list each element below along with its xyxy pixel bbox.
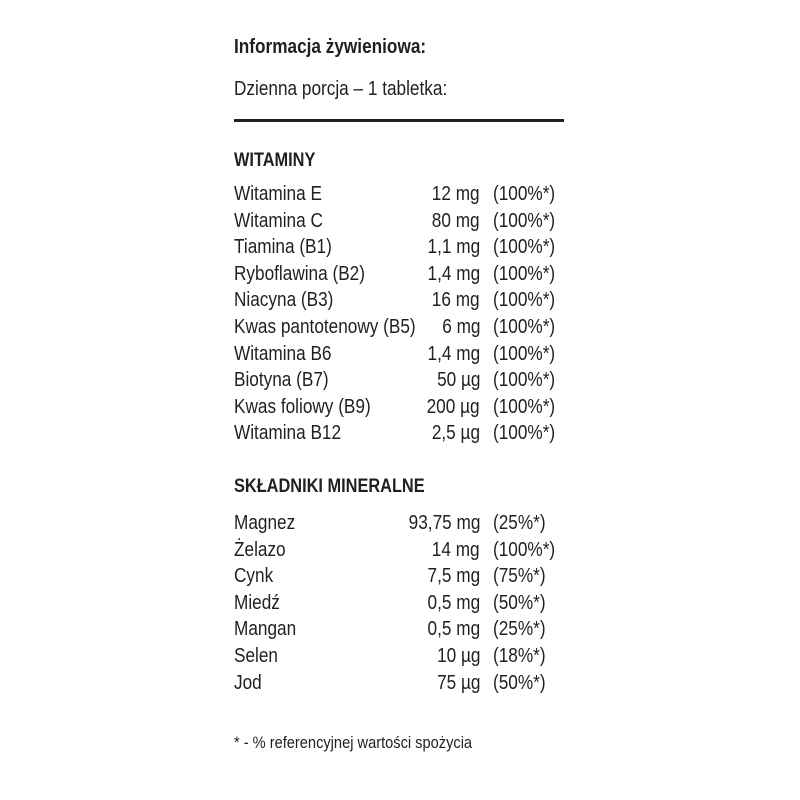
vitamin-row: [234, 314, 574, 341]
nutrient-name: Magnez: [234, 512, 296, 534]
nutrient-rws: (100%*): [493, 422, 556, 445]
nutrient-name: Niacyna (B3): [234, 289, 334, 312]
nutrient-amount: 75 µg: [436, 671, 480, 694]
vitamins-list: [234, 181, 574, 447]
nutrient-rws: (100%*): [493, 183, 556, 205]
nutrient-amount: 14 mg: [432, 538, 480, 561]
mineral-row: [234, 643, 574, 670]
nutrient-rws: (25%*): [493, 512, 546, 534]
nutrient-rws: (100%*): [493, 289, 556, 312]
nutrient-amount: 1,4 mg: [427, 342, 480, 365]
vitamin-row: [234, 341, 574, 368]
vitamin-row: [234, 367, 574, 394]
vitamin-row: [234, 234, 574, 261]
divider: [234, 119, 564, 122]
mineral-row: [234, 563, 574, 590]
nutrient-amount: 12 mg: [432, 183, 480, 205]
nutrient-name: Cynk: [234, 565, 274, 588]
vitamin-row: [234, 287, 574, 314]
minerals-list: [234, 510, 574, 696]
nutrient-amount: 93,75 mg: [408, 512, 480, 534]
nutrient-rws: (100%*): [493, 538, 556, 561]
nutrient-amount: 50 µg: [436, 369, 480, 392]
nutrient-rws: (100%*): [493, 262, 556, 285]
vitamin-row: [234, 420, 574, 447]
vitamin-row: [234, 394, 574, 421]
nutrient-amount: 0,5 mg: [427, 591, 480, 614]
nutrient-amount: 6 mg: [441, 315, 480, 338]
nutrient-name: Witamina E: [234, 183, 322, 205]
nutrient-amount: 10 µg: [436, 644, 480, 667]
nutrient-rws: (75%*): [493, 565, 546, 588]
nutrition-info-panel: [234, 0, 574, 800]
nutrient-name: Mangan: [234, 618, 297, 641]
mineral-row: [234, 537, 574, 564]
nutrient-rws: (100%*): [493, 209, 556, 232]
nutrient-amount: 7,5 mg: [427, 565, 480, 588]
nutrient-rws: (100%*): [493, 342, 556, 365]
mineral-row: [234, 510, 574, 537]
nutrient-name: Żelazo: [234, 538, 286, 561]
mineral-row: [234, 590, 574, 617]
nutrient-rws: (100%*): [493, 395, 556, 418]
vitamin-row: [234, 208, 574, 235]
nutrient-amount: 1,4 mg: [427, 262, 480, 285]
nutrient-rws: (100%*): [493, 236, 556, 259]
serving-size: Dzienna porcja – 1 tabletka:: [234, 78, 448, 100]
nutrient-name: Biotyna (B7): [234, 369, 329, 392]
nutrient-amount: 2,5 µg: [431, 422, 480, 445]
vitamin-row: [234, 181, 574, 208]
nutrient-rws: (100%*): [493, 369, 556, 392]
nutrient-name: Ryboflawina (B2): [234, 262, 365, 285]
nutrient-rws: (50%*): [493, 671, 546, 694]
nutrition-title: Informacja żywieniowa:: [234, 36, 427, 58]
nutrient-rws: (25%*): [493, 618, 546, 641]
vitamin-row: [234, 261, 574, 288]
nutrient-name: Selen: [234, 644, 278, 667]
nutrient-name: Kwas foliowy (B9): [234, 395, 371, 418]
nutrient-amount: 80 mg: [432, 209, 480, 232]
nutrient-name: Miedź: [234, 591, 280, 614]
nutrient-name: Jod: [234, 671, 262, 694]
nutrient-amount: 16 mg: [432, 289, 480, 312]
nutrient-rws: (18%*): [493, 644, 546, 667]
nutrient-rws: (50%*): [493, 591, 546, 614]
nutrient-amount: 200 µg: [427, 395, 480, 418]
nutrient-amount: 0,5 mg: [427, 618, 480, 641]
vitamins-heading: WITAMINY: [234, 150, 316, 171]
footnote: * - % referencyjnej wartości spożycia: [234, 733, 473, 752]
minerals-heading: SKŁADNIKI MINERALNE: [234, 476, 425, 497]
nutrient-rws: (100%*): [493, 315, 556, 338]
nutrient-name: Witamina B12: [234, 422, 342, 445]
mineral-row: [234, 670, 574, 697]
nutrient-name: Tiamina (B1): [234, 236, 332, 259]
nutrient-amount: 1,1 mg: [427, 236, 480, 259]
mineral-row: [234, 616, 574, 643]
nutrient-name: Witamina B6: [234, 342, 332, 365]
nutrient-name: Kwas pantotenowy (B5): [234, 315, 416, 338]
nutrient-name: Witamina C: [234, 209, 323, 232]
